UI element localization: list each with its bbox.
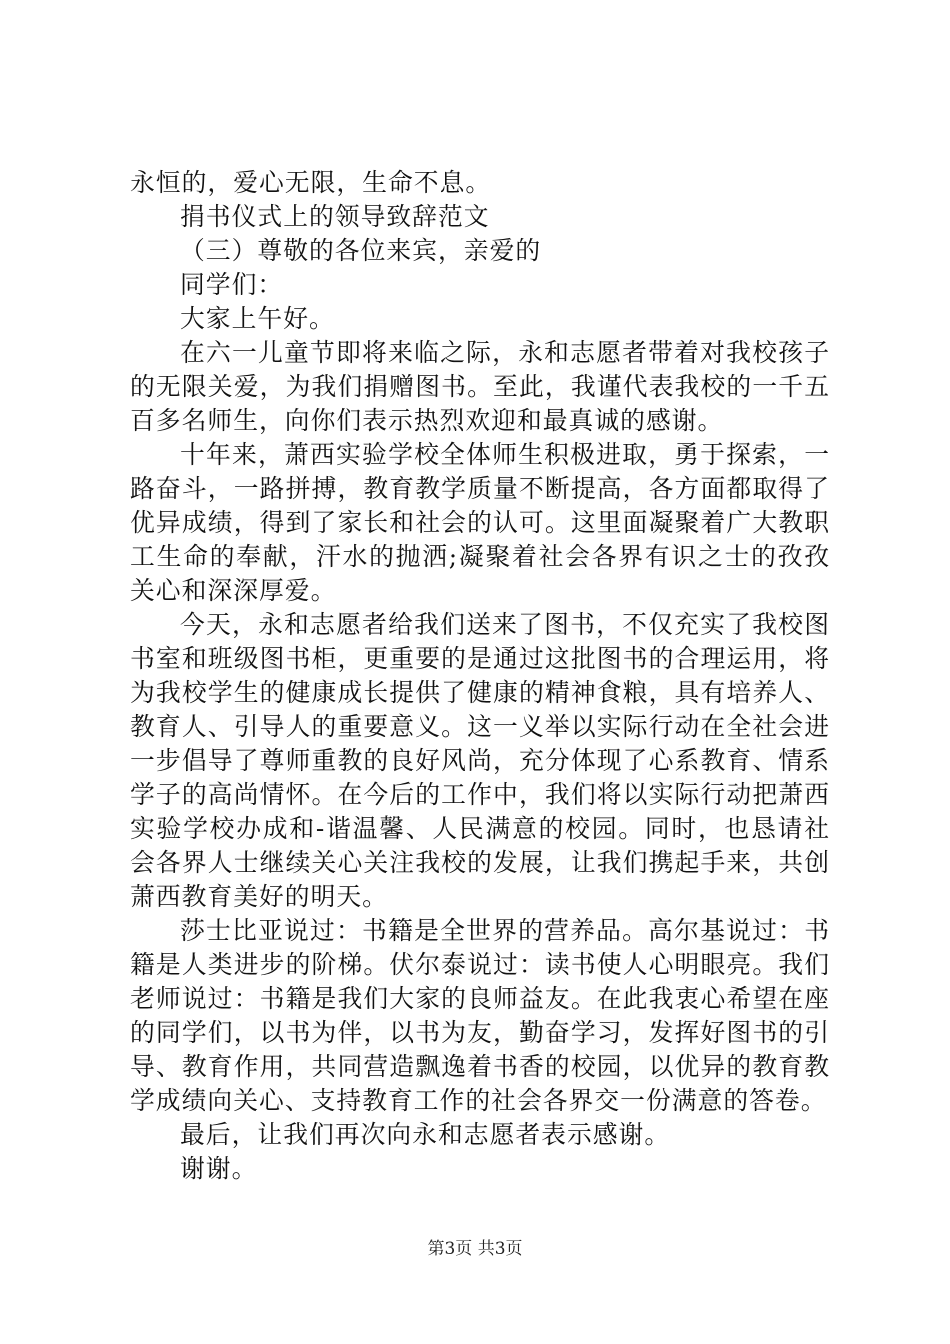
speech-title: 捐书仪式上的领导致辞范文 <box>180 202 490 231</box>
paragraph-closing-thanks: 最后，让我们再次向永和志愿者表示感谢。 <box>180 1120 671 1149</box>
greeting: 大家上午好。 <box>180 304 335 333</box>
paragraph-books-significance: 今天，永和志愿者给我们送来了图书，不仅充实了我校图书室和班级图书柜，更重要的是通过这批图书的合理运用，将为我校学生的健康成长提供了健康的精神食粮，具有培养人、教育人、引导人的重要意义。这一义举以实际行动在全社会进一步倡导了尊师重教的良好风尚，充分体现了心系教育、情系学子的高尚情怀。在今后的工作中，我们将以实际行动把萧西实验学校办成和-谐温馨、人民满意的校园。同时，也恳请社会各界人士继续关心关注我校的发展，让我们携起手来，共创萧西教育美好的明天。 <box>130 610 830 911</box>
paragraph-thanks: 谢谢。 <box>180 1154 258 1183</box>
page-number-footer: 第3页 共3页 <box>427 1239 523 1259</box>
paragraph-achievements: 十年来，萧西实验学校全体师生积极进取，勇于探索，一路奋斗，一路拼搏，教育教学质量不断提高，各方面都取得了优异成绩，得到了家长和社会的认可。这里面凝聚着广大教职工生命的奉献，汗水的抛洒;凝聚着社会各界有识之士的孜孜关心和深深厚爱。 <box>130 440 830 605</box>
salutation-line-1: （三）尊敬的各位来宾，亲爱的 <box>180 236 542 265</box>
salutation-line-2: 同学们： <box>180 270 284 299</box>
paragraph-welcome: 在六一儿童节即将来临之际，永和志愿者带着对我校孩子的无限关爱，为我们捐赠图书。至此，我谨代表我校的一千五百多名师生，向你们表示热烈欢迎和最真诚的感谢。 <box>130 338 830 435</box>
document-body <box>130 166 830 1186</box>
paragraph-1: 永恒的，爱心无限，生命不息。 <box>130 168 492 197</box>
paragraph-quotes: 莎士比亚说过：书籍是全世界的营养品。高尔基说过：书籍是人类进步的阶梯。伏尔泰说过：读书使人心明眼亮。我们老师说过：书籍是我们大家的良师益友。在此我衷心希望在座的同学们，以书为伴，以书为友，勤奋学习，发挥好图书的引导、教育作用，共同营造飘逸着书香的校园，以优异的教育教学成绩向关心、支持教育工作的社会各界交一份满意的答卷。 <box>130 916 830 1115</box>
